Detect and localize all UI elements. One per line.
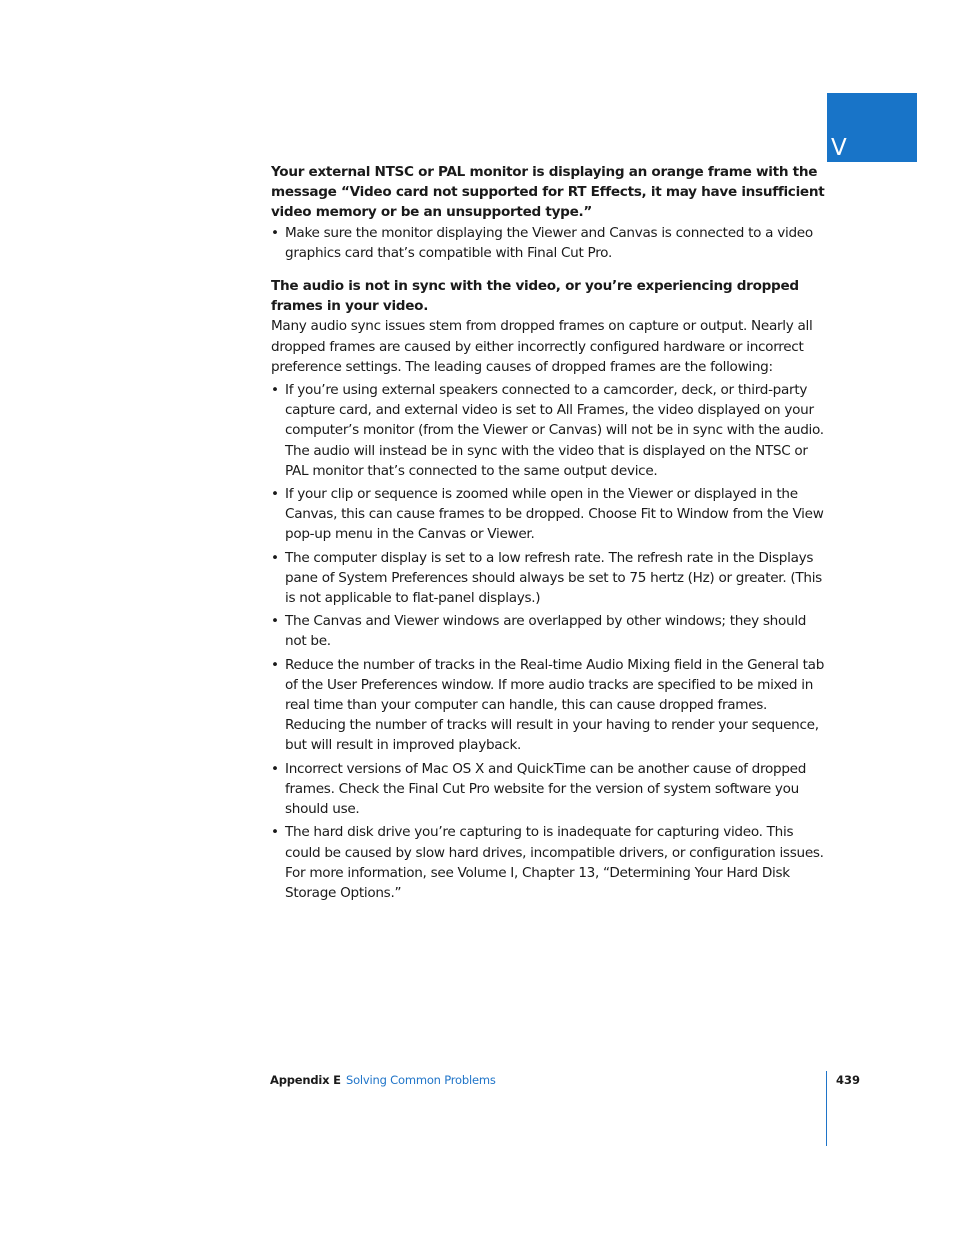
bullet-list bbox=[271, 380, 829, 903]
page-number: 439 bbox=[836, 1073, 861, 1087]
list-item: • Reduce the number of tracks in the Real-time Audio Mixing field in the General tab of the User Preferences window. If more audio tracks are specified to be mixed in real time than your computer can handle, this can cause dropped frames. Reducing the number of tracks will result in your having to render your sequence, but will result in improved playback. bbox=[271, 655, 829, 756]
footer-divider bbox=[826, 1071, 827, 1146]
list-item: • If you’re using external speakers connected to a camcorder, deck, or third-party capture card, and external video is set to All Frames, the video displayed on your computer’s monitor (from the Viewer or Canvas) will not be in sync with the audio. The audio will instead be in sync with the video that is displayed on the NTSC or PAL monitor that’s connected to the same output device. bbox=[271, 380, 829, 481]
section-heading: The audio is not in sync with the video, or you’re experiencing dropped frames in your video. bbox=[271, 278, 799, 315]
part-tab-letter: V bbox=[831, 135, 847, 161]
paragraph: Many audio sync issues stem from dropped frames on capture or output. Nearly all dropped frames are caused by either incorrectly configured hardware or incorrect preference settings. The leading causes of dropped frames are the following: bbox=[271, 318, 813, 375]
footer-section-label: Appendix E bbox=[270, 1073, 341, 1087]
list-item: • If your clip or sequence is zoomed while open in the Viewer or displayed in the Canvas, this can cause frames to be dropped. Choose Fit to Window from the View pop-up menu in the Canvas or Viewer. bbox=[271, 484, 829, 545]
page-body bbox=[271, 162, 829, 903]
list-item: • Make sure the monitor displaying the Viewer and Canvas is connected to a video graphics card that’s compatible with Final Cut Pro. bbox=[271, 223, 829, 263]
list-item: • The hard disk drive you’re capturing to is inadequate for capturing video. This could be caused by slow hard drives, incompatible drivers, or configuration issues. For more information, see Volume I, Chapter 13, “Determining Your Hard Disk Storage Options.” bbox=[271, 822, 829, 903]
section-heading: Your external NTSC or PAL monitor is displaying an orange frame with the message “Video card not supported for RT Effects, it may have insufficient video memory or be an unsupported type.” bbox=[271, 164, 825, 221]
part-tab bbox=[827, 93, 917, 162]
list-item: • The computer display is set to a low refresh rate. The refresh rate in the Displays pane of System Preferences should always be set to 75 hertz (Hz) or greater. (This is not applicable to flat-panel displays.) bbox=[271, 548, 829, 609]
list-item: • The Canvas and Viewer windows are overlapped by other windows; they should not be. bbox=[271, 611, 829, 651]
bullet-list bbox=[271, 223, 829, 263]
footer-chapter-title: Solving Common Problems bbox=[346, 1073, 496, 1087]
list-item: • Incorrect versions of Mac OS X and QuickTime can be another cause of dropped frames. Check the Final Cut Pro website for the version of system software you should use. bbox=[271, 759, 829, 820]
